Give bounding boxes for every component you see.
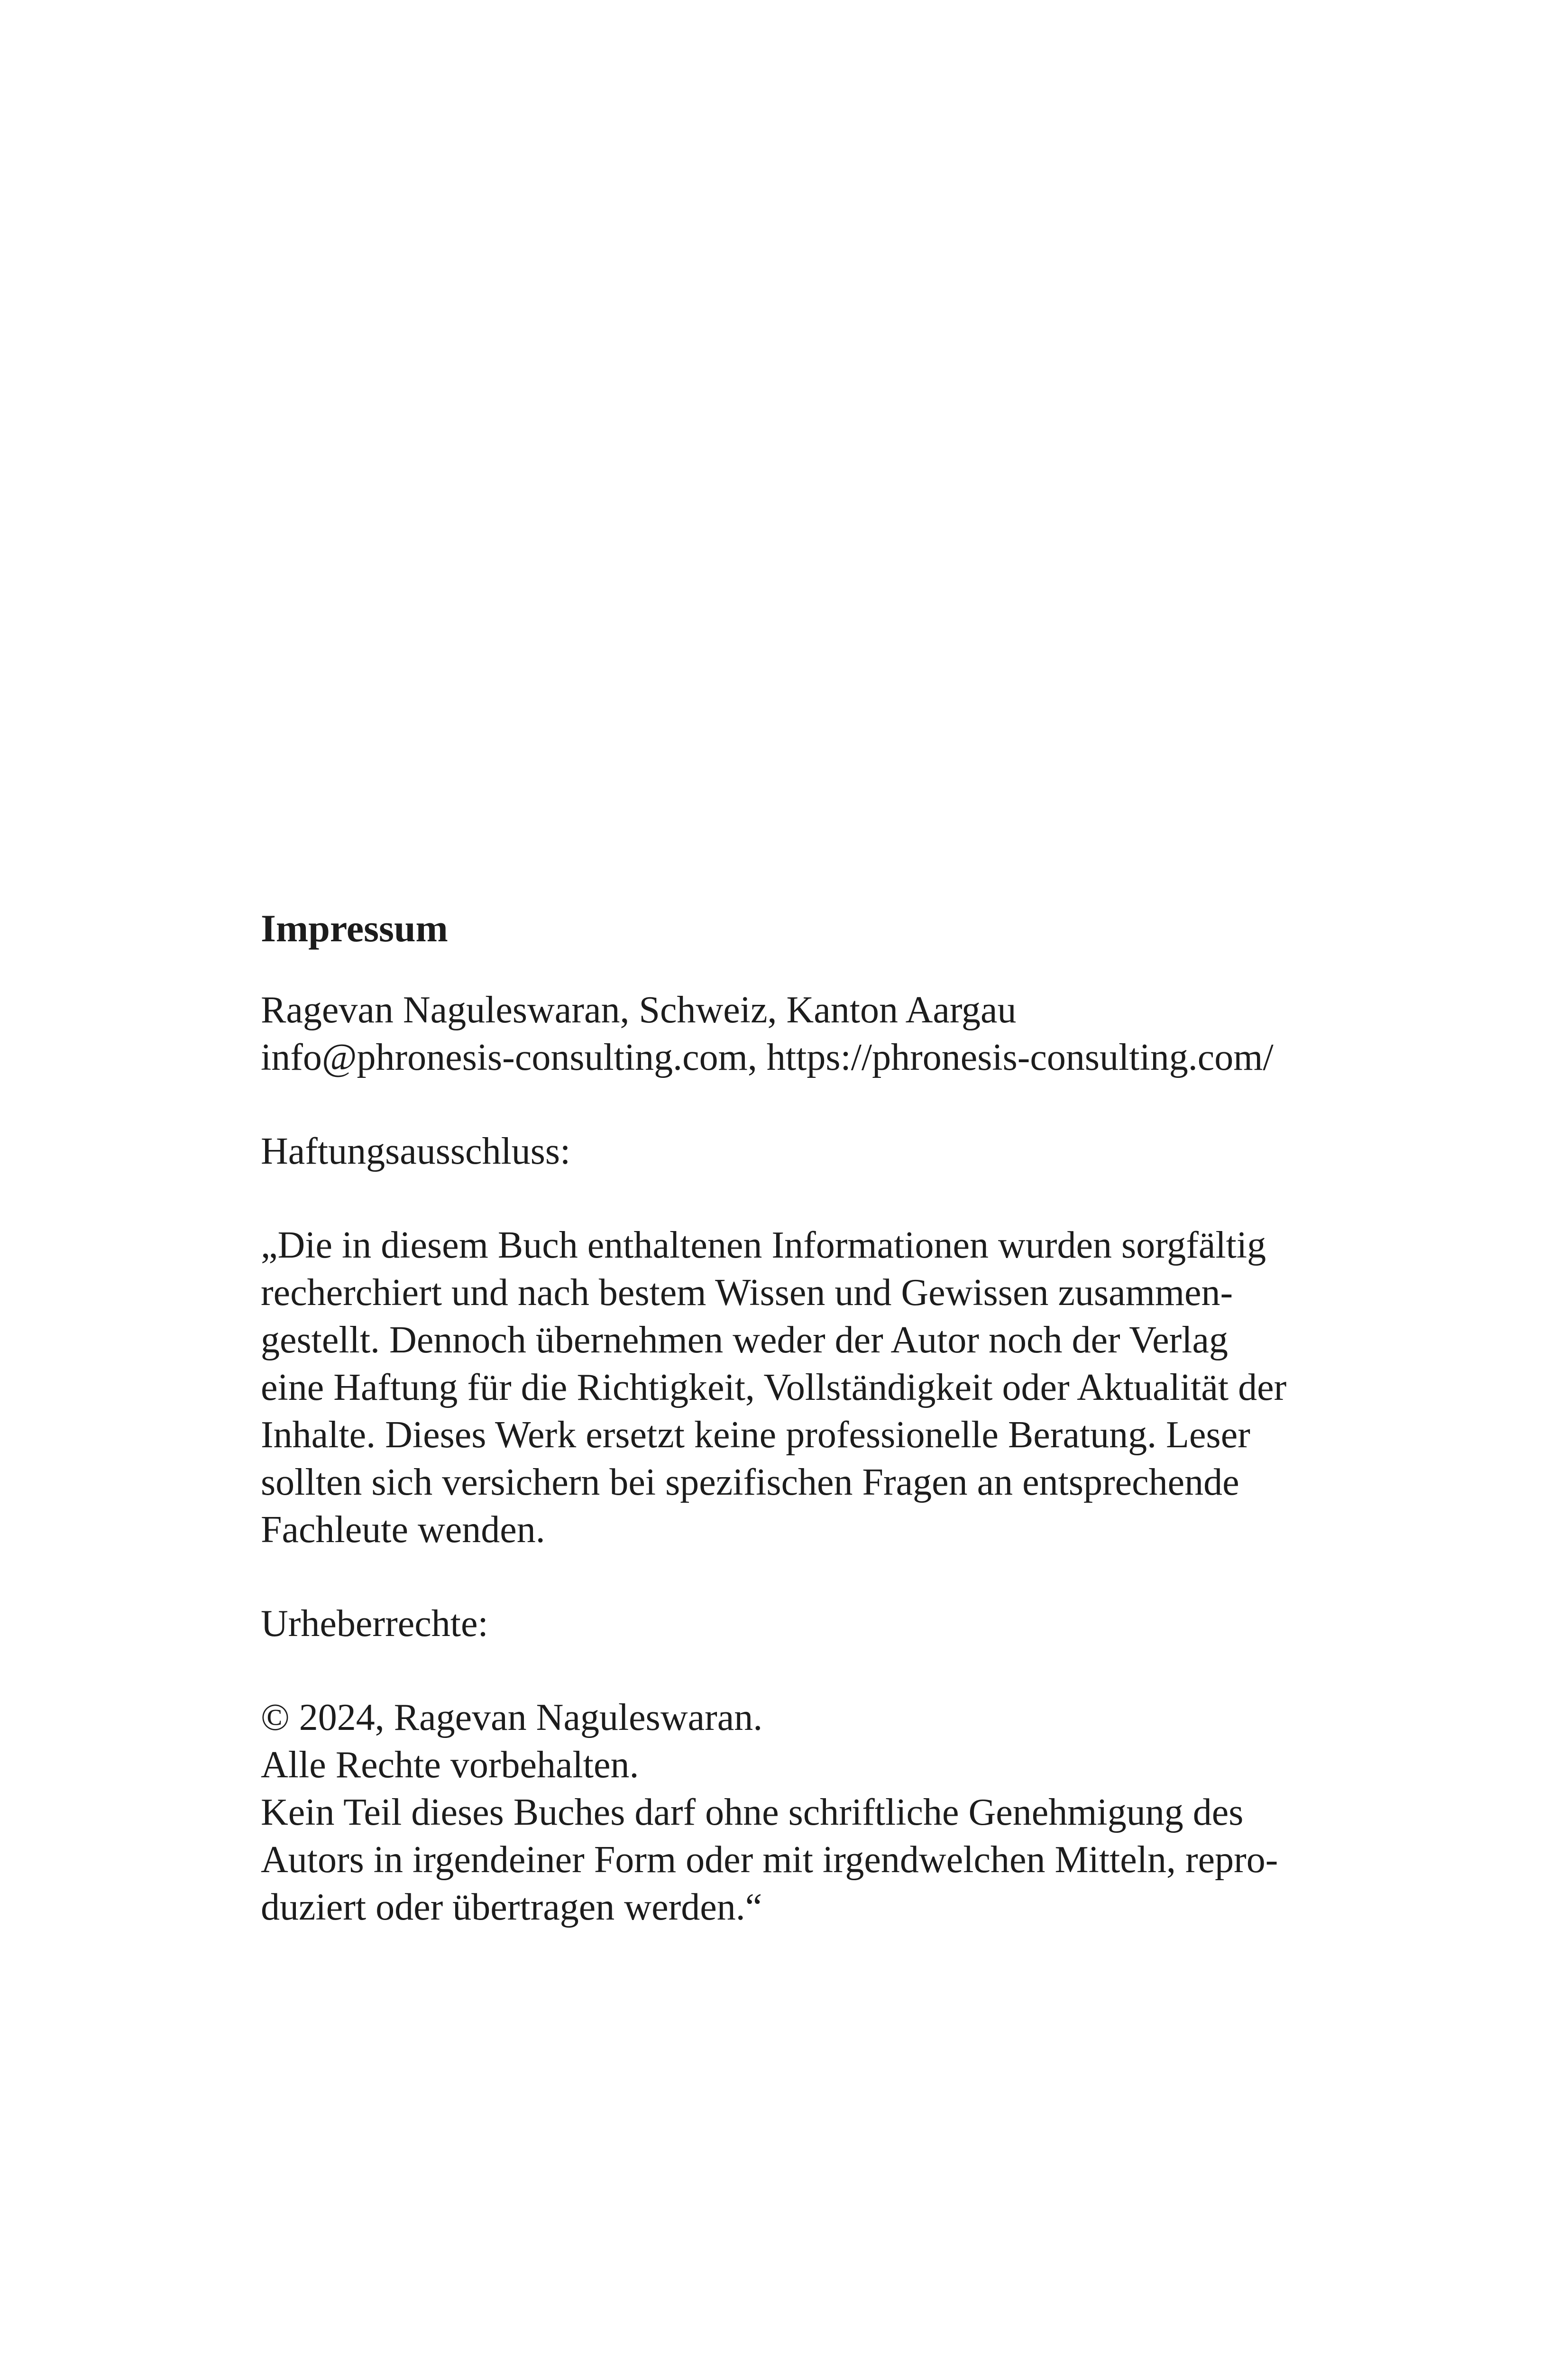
disclaimer-line: „Die in diesem Buch enthaltenen Informationen wurden sorgfältig	[261, 1224, 1266, 1266]
copyright-heading: Urheberrechte:	[261, 1603, 488, 1645]
disclaimer-line: Inhalte. Dieses Werk ersetzt keine professionelle Beratung. Leser	[261, 1414, 1250, 1456]
spacer	[261, 1081, 1351, 1128]
copyright-line: Autors in irgendeiner Form oder mit irgendwelchen Mitteln, repro-	[261, 1839, 1278, 1881]
spacer	[261, 1553, 1351, 1600]
copyright-line: © 2024, Ragevan Naguleswaran.	[261, 1697, 763, 1738]
spacer	[261, 1647, 1351, 1694]
copyright-paragraph	[261, 1694, 1351, 1931]
disclaimer-line: Fachleute wenden.	[261, 1509, 545, 1551]
disclaimer-paragraph	[261, 1222, 1351, 1553]
disclaimer-line: sollten sich versichern bei spezifischen Fragen an entsprechende	[261, 1461, 1239, 1503]
copyright-line: Kein Teil dieses Buches darf ohne schriftliche Genehmigung des	[261, 1792, 1244, 1833]
disclaimer-line: eine Haftung für die Richtigkeit, Vollständigkeit oder Aktualität der	[261, 1367, 1287, 1408]
contact-line: info@phronesis-consulting.com, https://phronesis-consulting.com/	[261, 1037, 1274, 1078]
copyright-line: Alle Rechte vorbehalten.	[261, 1744, 639, 1786]
copyright-line: duziert oder übertragen werden.“	[261, 1886, 762, 1928]
disclaimer-line: gestellt. Dennoch übernehmen weder der Autor noch der Verlag	[261, 1319, 1229, 1361]
spacer	[261, 1175, 1351, 1222]
author-line: Ragevan Naguleswaran, Schweiz, Kanton Aargau	[261, 989, 1017, 1031]
disclaimer-heading: Haftungsausschluss:	[261, 1130, 571, 1172]
disclaimer-line: recherchiert und nach bestem Wissen und Gewissen zusammen-	[261, 1272, 1233, 1314]
page-title: Impressum	[261, 907, 448, 950]
imprint-block	[261, 905, 1351, 1931]
